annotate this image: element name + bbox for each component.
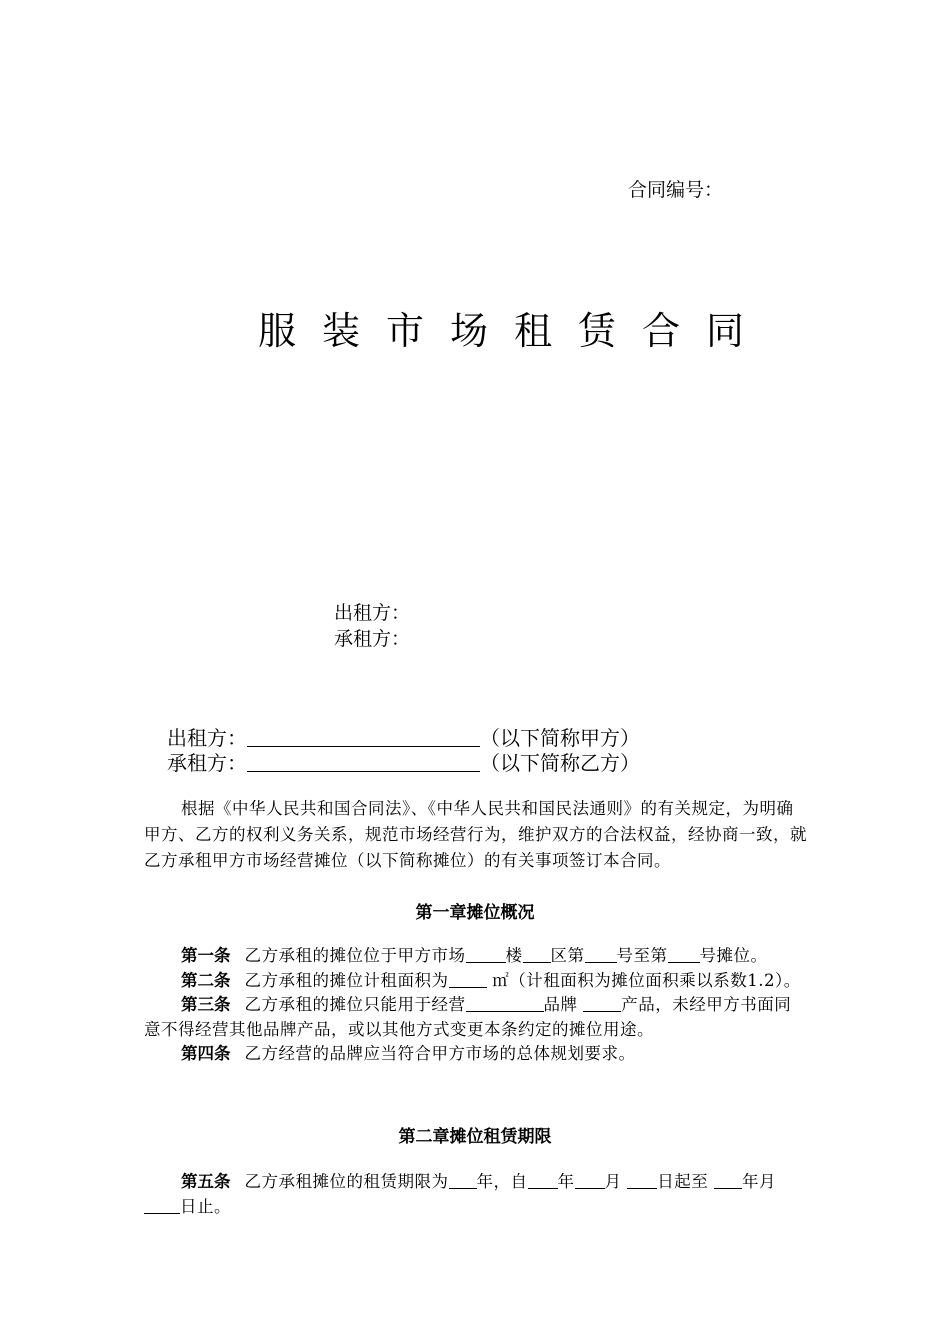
article-4: 第四条 乙方经营的品牌应当符合甲方市场的总体规划要求。	[181, 1044, 636, 1063]
article-4-label: 第四条	[181, 1044, 231, 1063]
lessee-suffix: （以下简称乙方）	[480, 751, 640, 775]
cover-lessor-label: 出租方：	[334, 602, 411, 624]
preamble-text: 根据《中华人民共和国合同法》、《中华人民共和国民法通则》的有关规定，为明确甲方、乙方的权利义务关系，规范市场经营行为，维护双方的合法权益，经协商一致，就乙方承租甲方市场经营摊位（以下简称摊位）的有关事项签订本合同。	[144, 799, 807, 870]
article-2: 第二条 乙方承租的摊位计租面积为 ㎡（计租面积为摊位面积乘以系数1.2）。	[181, 970, 801, 990]
chapter-2-title: 第二章摊位租赁期限	[398, 1127, 552, 1147]
article-1: 第一条 乙方承租的摊位位于甲方市场 楼 区第 号至第 号摊位。	[181, 946, 768, 965]
article-5: 第五条 乙方承租摊位的租赁期限为 年，自 年 月 日起至 年月日止。	[144, 1170, 808, 1219]
article-1-label: 第一条	[181, 946, 231, 965]
lessor-blank	[247, 728, 480, 747]
lessee-label: 承租方：	[167, 751, 247, 775]
lessor-suffix: （以下简称甲方）	[480, 726, 640, 750]
article-3-label: 第三条	[181, 995, 231, 1014]
chapter-1-articles	[144, 944, 808, 1067]
contract-number-label: 合同编号：	[628, 179, 724, 201]
article-2-label: 第二条	[181, 970, 231, 990]
preamble	[144, 796, 808, 874]
article-3: 第三条 乙方承租的摊位只能用于经营 品牌 产品，未经甲方书面同意不得经营其他品牌产品，或以其他方式变更本条约定的摊位用途。	[144, 995, 792, 1039]
chapter-2-articles	[144, 1170, 808, 1219]
lessor-label: 出租方：	[167, 726, 247, 750]
cover-lessee-label: 承租方：	[334, 628, 411, 650]
lessee-line	[167, 747, 640, 776]
lessee-blank	[247, 753, 480, 772]
article-5-label: 第五条	[181, 1172, 231, 1191]
document-title: 服装市场租赁合同	[258, 309, 771, 353]
chapter-1-title: 第一章摊位概况	[415, 903, 535, 923]
